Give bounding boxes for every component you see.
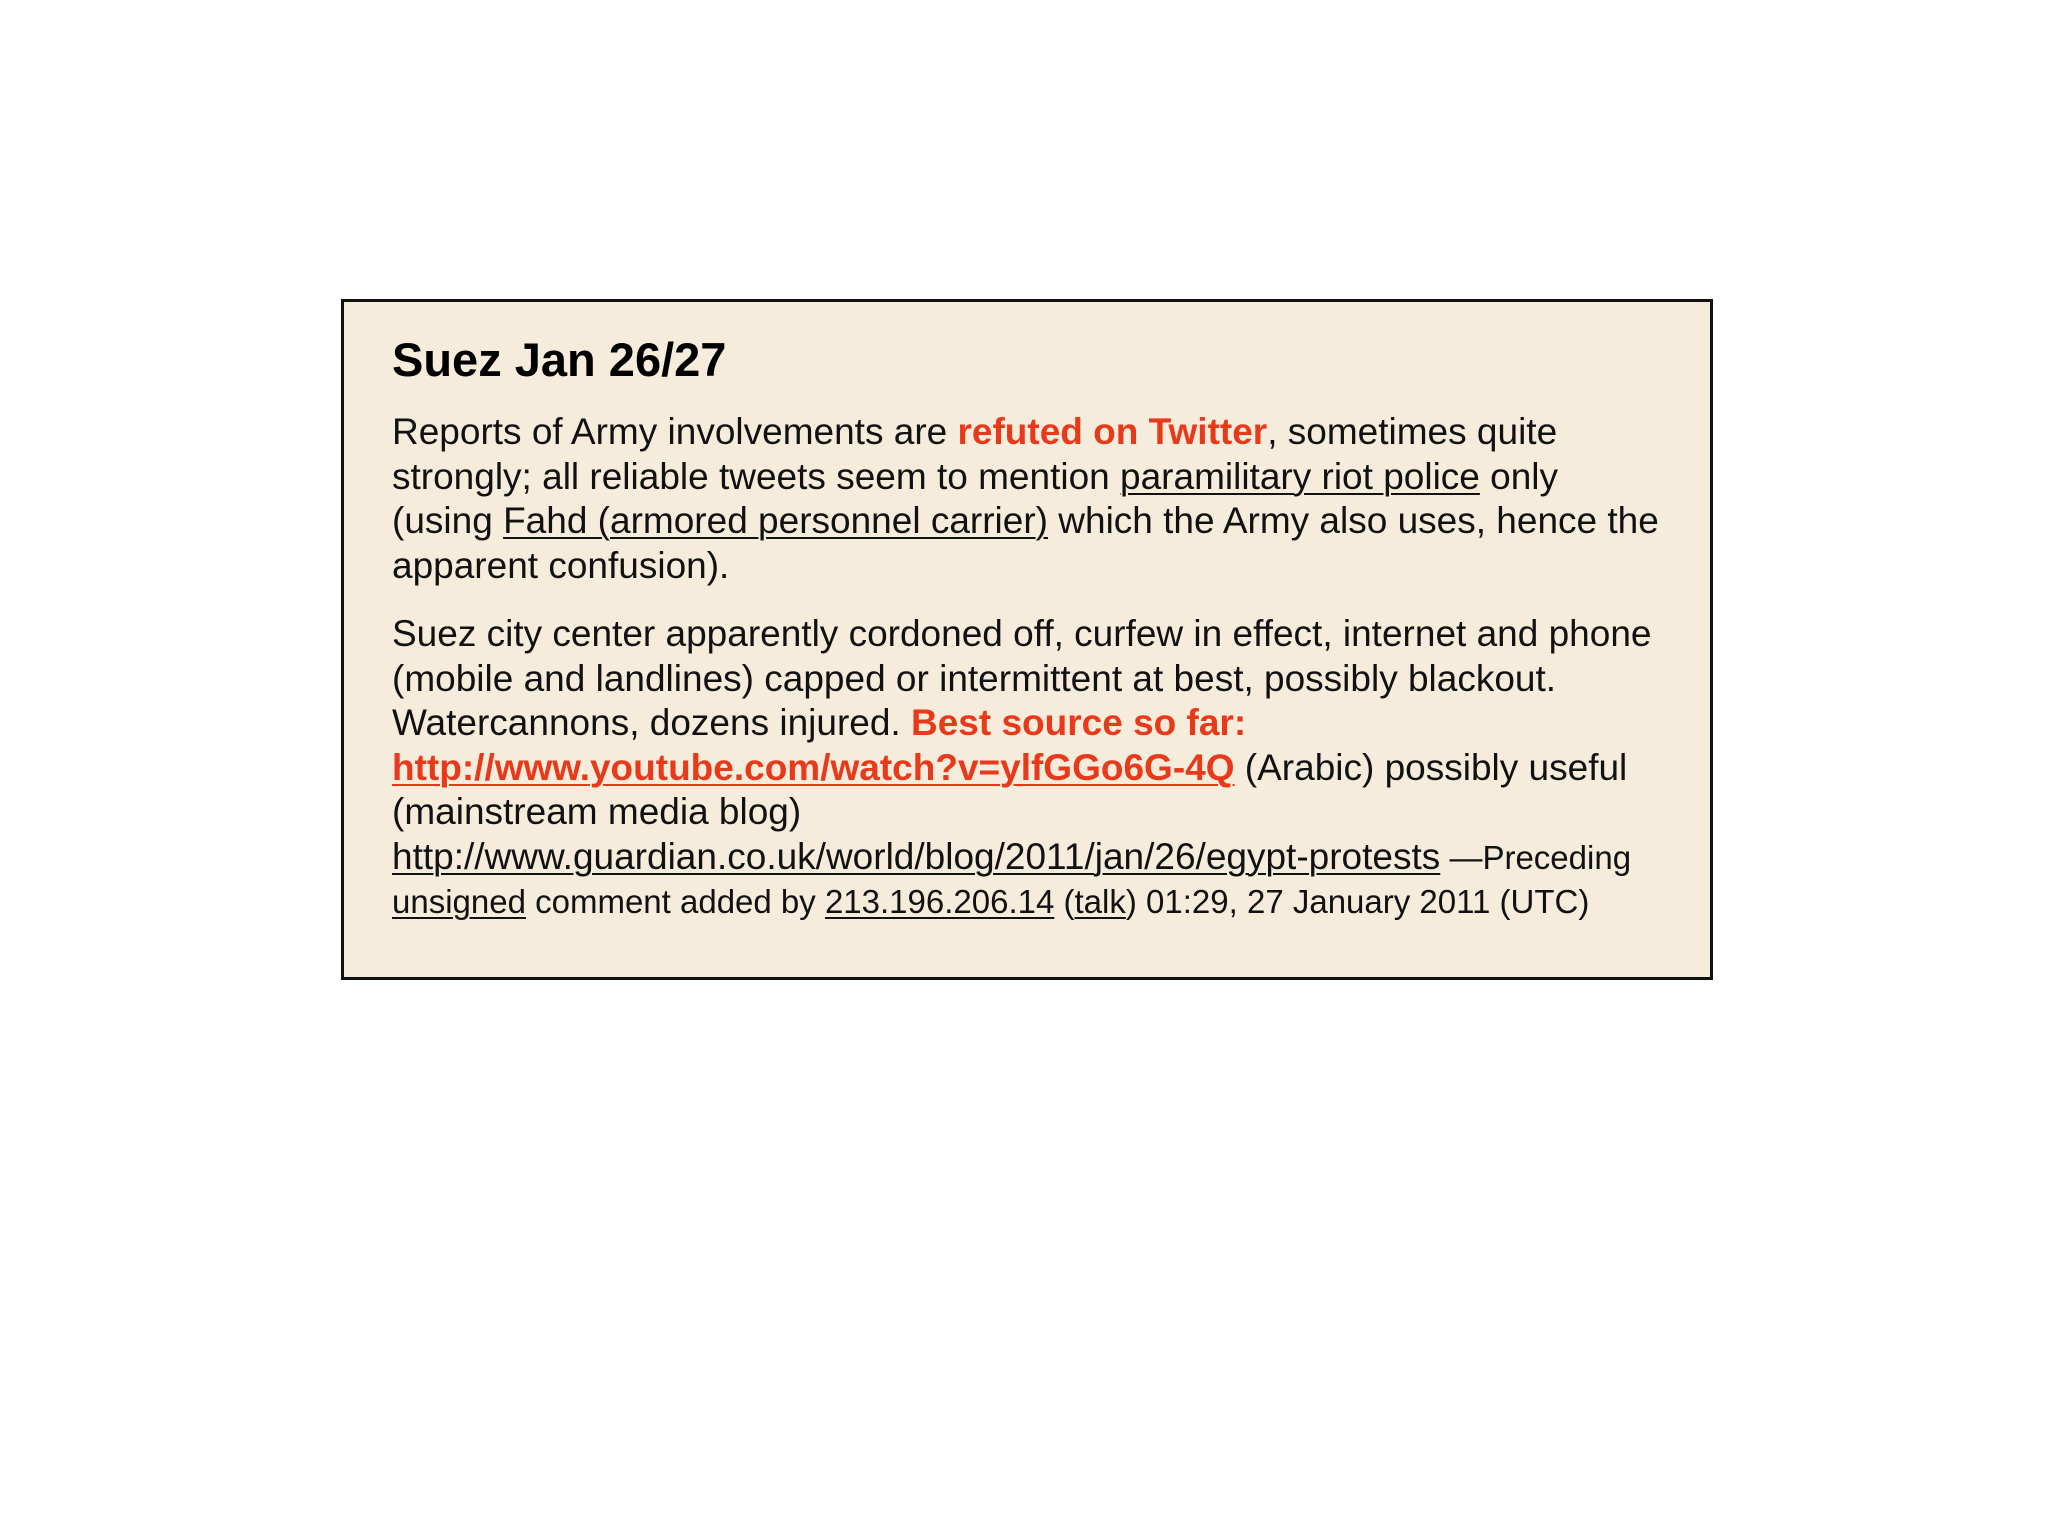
text-segment: , sometimes quite strongly; all reliable tweets seem to mention (392, 411, 1558, 497)
comment-card (341, 299, 1713, 980)
text-segment: Reports of Army involvements are (392, 411, 958, 452)
highlight-refuted: refuted on Twitter (957, 411, 1268, 452)
link-fahd-apc[interactable]: Fahd (armored personnel carrier) (503, 500, 1048, 541)
link-paramilitary-riot-police[interactable]: paramilitary riot police (1120, 455, 1480, 497)
paragraph-suez-status (392, 612, 1664, 924)
signature-close-paren: ) (1125, 883, 1137, 920)
text-segment: (Arabic) possibly useful (mainstream media blog) (392, 746, 1628, 832)
signature-timestamp: 01:29, 27 January 2011 (UTC) (1136, 883, 1590, 920)
link-user-ip[interactable]: 213.196.206.14 (824, 883, 1055, 920)
best-source-label: Best source so far: (910, 702, 1247, 743)
link-youtube[interactable]: http://www.youtube.com/watch?v=ylfGGo6G-4Q (392, 746, 1235, 788)
text-segment: which the Army also uses, hence the apparent confusion). (392, 500, 1659, 586)
section-heading: Suez Jan 26/27 (392, 333, 727, 386)
link-guardian-blog[interactable]: http://www.guardian.co.uk/world/blog/2011/jan/26/egypt-protests (392, 835, 1441, 877)
paragraph-army-reports (392, 410, 1664, 588)
text-segment: Suez city center apparently cordoned off, curfew in effect, internet and phone (mobile and landlines) capped or intermittent at best, possibly blackout. Watercannons, dozens injured. (392, 613, 1652, 743)
link-talk[interactable]: talk (1074, 883, 1126, 920)
text-segment: only (using (392, 455, 1559, 541)
signature-open-paren: ( (1054, 883, 1075, 920)
signature-middle: comment added by (525, 883, 825, 920)
link-unsigned[interactable]: unsigned (392, 883, 526, 920)
signature-prefix: —Preceding (1440, 838, 1632, 876)
